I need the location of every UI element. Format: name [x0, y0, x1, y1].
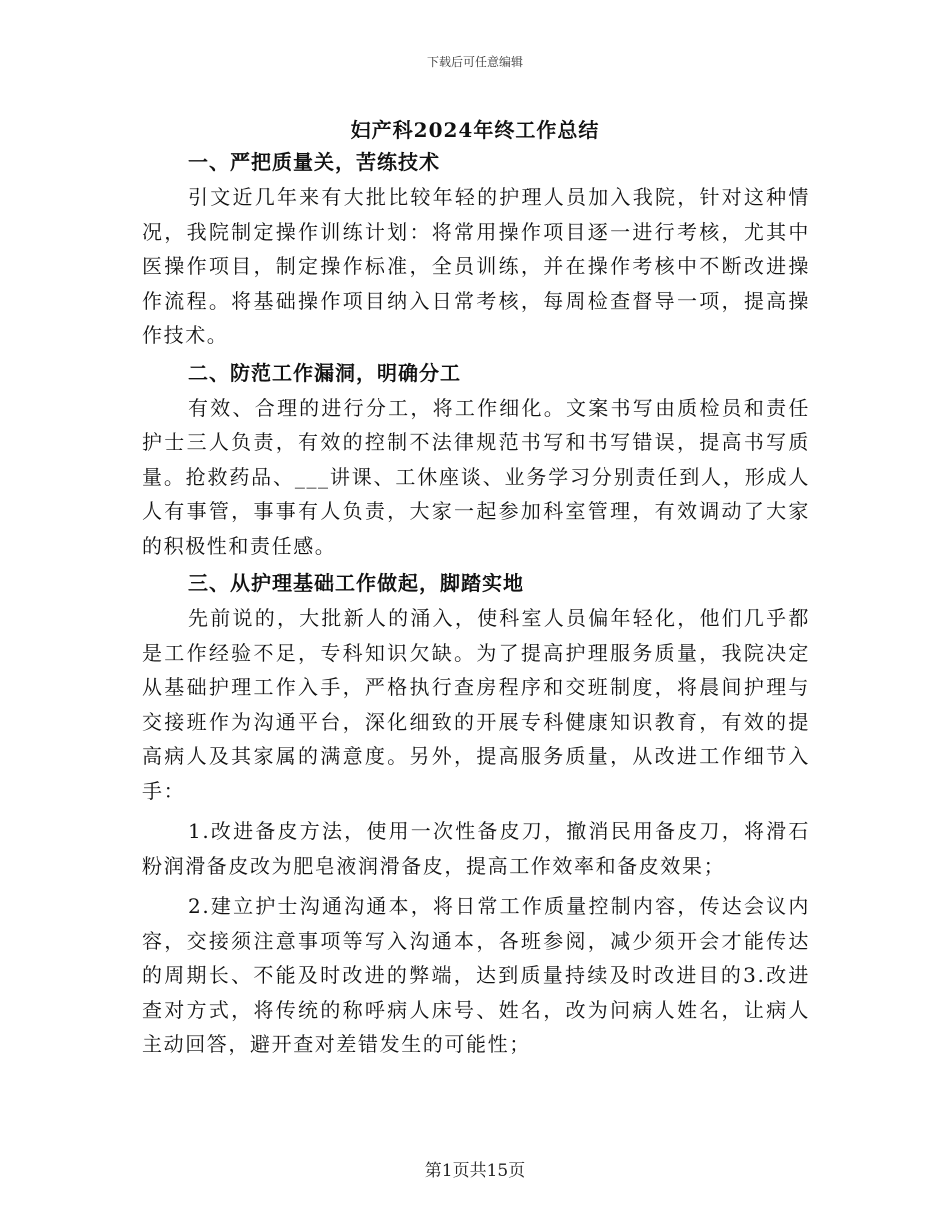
- section-heading-2: 二、防范工作漏洞，明确分工: [188, 360, 461, 385]
- section-3-item-2: 2.建立护士沟通沟通本，将日常工作质量控制内容，传达会议内容，交接须注意事项等写入沟通本，各班参阅，减少须开会才能传达的周期长、不能及时改进的弊端，达到质量持续及时改进目的3.改进查对方式，将传统的称呼病人床号、姓名，改为问病人姓名，让病人主动回答，避开查对差错发生的可能性；: [142, 894, 810, 1056]
- document-body: [142, 148, 810, 1068]
- section-2-paragraph-1: 有效、合理的进行分工，将工作细化。文案书写由质检员和责任护士三人负责，有效的控制不法律规范书写和书写错误，提高书写质量。抢救药品、___讲课、工休座谈、业务学习分别责任到人，形成人人有事管，事事有人负责，大家一起参加科室管理，有效调动了大家的积极性和责任感。: [142, 395, 810, 558]
- section-1-paragraph-1: 引文近几年来有大批比较年轻的护理人员加入我院，针对这种情况，我院制定操作训练计划：将常用操作项目逐一进行考核，尤其中医操作项目，制定操作标准，全员训练，并在操作考核中不断改进操作流程。将基础操作项目纳入日常考核，每周检查督导一项，提高操作技术。: [142, 185, 810, 347]
- page-number-footer: 第1页共15页: [424, 1161, 526, 1181]
- section-3-item-1: 1.改进备皮方法，使用一次性备皮刀，撤消民用备皮刀，将滑石粉润滑备皮改为肥皂液润滑备皮，提高工作效率和备皮效果；: [142, 819, 810, 878]
- document-title: 妇产科2024年终工作总结: [350, 118, 600, 142]
- section-heading-3: 三、从护理基础工作做起，脚踏实地: [188, 571, 524, 595]
- section-3-paragraph-1: 先前说的，大批新人的涌入，使科室人员偏年轻化，他们几乎都是工作经验不足，专科知识欠缺。为了提高护理服务质量，我院决定从基础护理工作入手，严格执行查房程序和交班制度，将晨间护理与交接班作为沟通平台，深化细致的开展专科健康知识教育，有效的提高病人及其家属的满意度。另外，提高服务质量，从改进工作细节入手：: [142, 606, 810, 803]
- section-heading-1: 一、严把质量关，苦练技术: [188, 150, 440, 174]
- header-note: 下载后可任意编辑: [426, 55, 523, 69]
